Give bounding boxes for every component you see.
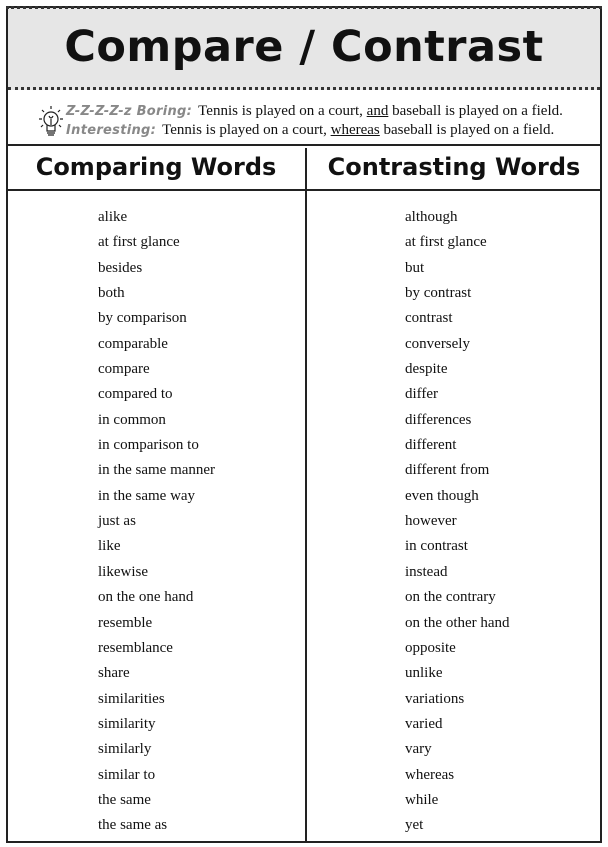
comparing-word: similarity — [98, 715, 156, 732]
boring-example — [66, 103, 563, 120]
comparing-word: in comparison to — [98, 437, 199, 454]
comparing-word: besides — [98, 259, 143, 276]
contrasting-word: conversely — [405, 335, 470, 352]
contrasting-heading: Contrasting Words — [327, 153, 581, 181]
contrasting-word: but — [405, 259, 425, 276]
contrasting-word: however — [405, 513, 457, 530]
comparing-word: at first glance — [98, 234, 180, 251]
comparing-word: on the one hand — [98, 589, 194, 606]
contrasting-word: vary — [405, 741, 432, 758]
comparing-word: alike — [98, 209, 128, 225]
comparing-word: just as — [98, 513, 136, 530]
comparing-word: in common — [98, 411, 166, 428]
contrasting-word: at first glance — [405, 234, 487, 251]
contrasting-word: in contrast — [405, 538, 468, 555]
comparing-word: like — [98, 538, 121, 555]
interesting-sentence-start: Tennis is played on a court, — [162, 122, 331, 138]
contrasting-word: differ — [405, 386, 439, 403]
contrasting-word: varied — [405, 715, 443, 732]
comparing-heading: Comparing Words — [35, 153, 277, 181]
contrasting-word: contrast — [405, 310, 453, 327]
comparing-word: similarly — [98, 741, 152, 758]
contrasting-word: yet — [405, 817, 424, 834]
contrasting-word: on the other hand — [405, 614, 510, 631]
contrasting-word: variations — [405, 690, 465, 707]
contrasting-word: opposite — [405, 639, 456, 656]
word-columns — [8, 148, 600, 841]
boring-sentence-start: Tennis is played on a court, — [198, 103, 367, 119]
comparing-word: resemble — [98, 614, 153, 631]
contrasting-word: even though — [405, 487, 479, 504]
contrasting-word: differences — [405, 411, 472, 428]
boring-tag: Z-Z-Z-Z-z Boring: — [66, 104, 193, 119]
comparing-word: share — [98, 665, 130, 682]
column-divider — [305, 148, 307, 841]
comparing-word: likewise — [98, 563, 148, 580]
comparing-word: compare — [98, 361, 150, 378]
comparing-word: both — [98, 285, 125, 302]
contrasting-word: despite — [405, 361, 448, 378]
contrasting-word-list — [405, 205, 510, 839]
contrasting-word: unlike — [405, 665, 443, 682]
comparing-word: similarities — [98, 690, 165, 707]
interesting-keyword: whereas — [330, 122, 380, 138]
page-title: Compare / Contrast — [64, 22, 544, 72]
interesting-tag: Interesting: — [66, 123, 157, 138]
contrasting-word: different from — [405, 462, 490, 479]
interesting-sentence-end: baseball is played on a field. — [379, 122, 555, 138]
contrasting-word: whereas — [405, 766, 455, 783]
contrasting-word: by contrast — [405, 285, 472, 302]
interesting-example — [66, 122, 554, 139]
boring-sentence-end: baseball is played on a field. — [388, 103, 563, 119]
comparing-word: similar to — [98, 766, 156, 783]
comparing-word-list — [98, 205, 215, 839]
boring-keyword: and — [366, 103, 389, 119]
contrasting-word: while — [405, 791, 439, 808]
lightbulb-icon — [34, 104, 68, 140]
comparing-word: compared to — [98, 386, 173, 403]
contrasting-word: although — [405, 209, 458, 225]
comparing-word: in the same manner — [98, 462, 216, 479]
comparing-word: the same as — [98, 817, 168, 834]
header-divider — [8, 189, 600, 191]
worksheet-frame — [6, 6, 602, 843]
title-banner — [8, 8, 600, 90]
comparing-word: by comparison — [98, 310, 187, 327]
contrasting-word: on the contrary — [405, 589, 496, 606]
comparing-word: the same — [98, 791, 151, 808]
comparing-word: resemblance — [98, 639, 173, 656]
comparing-word: in the same way — [98, 487, 196, 504]
example-box — [8, 94, 600, 146]
comparing-word: comparable — [98, 335, 168, 352]
contrasting-word: instead — [405, 563, 448, 580]
contrasting-word: different — [405, 437, 457, 454]
